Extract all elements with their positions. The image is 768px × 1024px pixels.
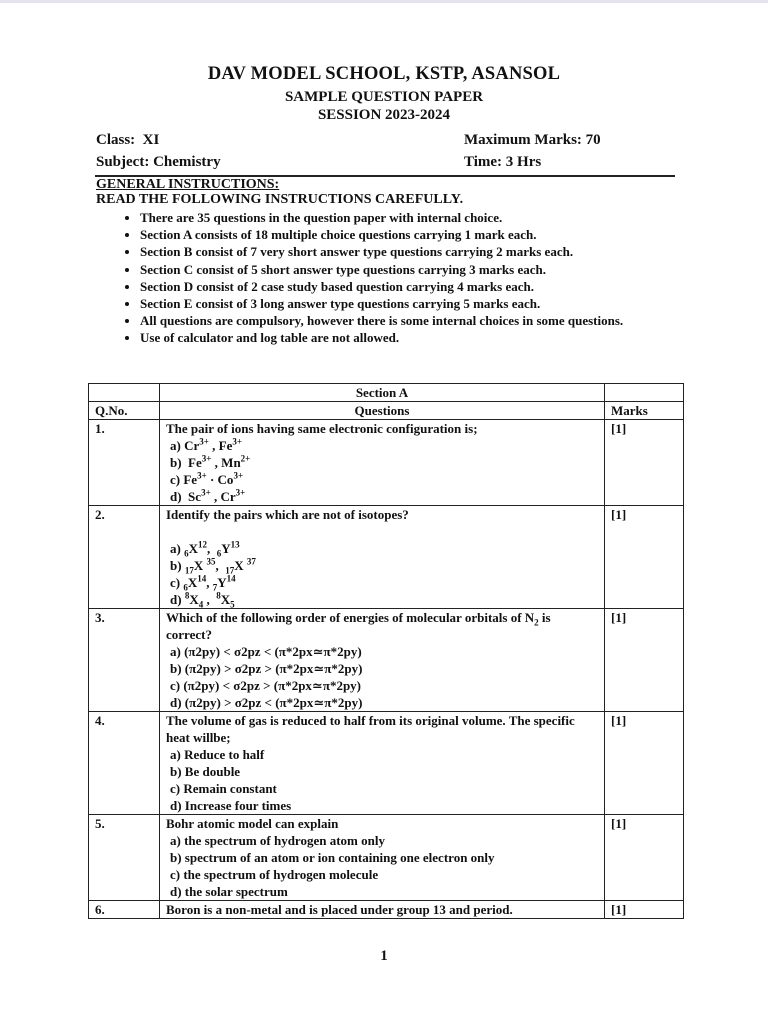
table-row (89, 712, 684, 815)
question-text: Which of the following order of energies of molecular orbitals of $N_2$ is correct? (166, 610, 551, 642)
subject-line (96, 154, 221, 171)
question-option: a) (π2py) < σ2pz < (π*2px≃π*2py) (170, 644, 362, 659)
section-header-row (89, 384, 684, 402)
question-number: 3. (89, 609, 160, 712)
question-option: b) $Fe^{3+}$ , $Mn^{2+}$ (170, 453, 251, 470)
subject-value: Chemistry (153, 154, 221, 170)
questions-table (88, 383, 684, 919)
table-row (89, 420, 684, 506)
table-row (89, 506, 684, 609)
school-name: DAV MODEL SCHOOL, KSTP, ASANSOL (207, 64, 561, 84)
question-option: d) the solar spectrum (170, 884, 288, 899)
question-option: a) the spectrum of hydrogen atom only (170, 833, 385, 848)
question-option: b) (π2py) > σ2pz > (π*2px≃π*2py) (170, 661, 363, 676)
question-option: d) (π2py) > σ2pz < (π*2px≃π*2py) (170, 695, 363, 710)
question-text: The pair of ions having same electronic configuration is; (166, 421, 478, 436)
class-label: Class: (96, 132, 136, 148)
session: SESSION 2023-2024 (317, 107, 451, 123)
question-cell (160, 609, 605, 712)
table-row (89, 815, 684, 901)
question-marks: [1] (605, 420, 684, 506)
instruction-item: • Use of calculator and log table are not allowed. (140, 329, 685, 346)
table-row (89, 901, 684, 919)
read-instructions: READ THE FOLLOWING INSTRUCTIONS CAREFULLY. (96, 192, 464, 207)
question-option: d) $Sc^{3+}$ , $Cr^{3+}$ (170, 487, 246, 504)
col-questions-header: Questions (160, 402, 605, 420)
question-marks: [1] (605, 609, 684, 712)
instruction-item: • Section D consist of 2 case study based question carrying 4 marks each. (140, 278, 685, 295)
question-number: 2. (89, 506, 160, 609)
question-option: c) (π2py) < σ2pz > (π*2px≃π*2py) (170, 678, 362, 693)
instruction-item: • Section A consists of 18 multiple choice questions carrying 1 mark each. (140, 226, 685, 243)
question-text: The volume of gas is reduced to half from its original volume. The specific heat willbe; (166, 713, 575, 745)
section-title: Section A (160, 384, 605, 402)
question-number: 4. (89, 712, 160, 815)
instruction-item: • All questions are compulsory, however there is some internal choices in some questions. (140, 312, 685, 329)
col-qno-header: Q.No. (89, 402, 160, 420)
instruction-item: • There are 35 questions in the question paper with internal choice. (140, 209, 685, 226)
top-border (0, 0, 768, 3)
question-option: b) $_{17}$X $^{35}$, $_{17}$X $^{37}$ (170, 556, 256, 576)
question-marks: [1] (605, 815, 684, 901)
instruction-item: • Section B consist of 7 very short answer type questions carrying 2 marks each. (140, 243, 685, 260)
col-marks-header: Marks (605, 402, 684, 420)
question-cell (160, 815, 605, 901)
question-cell (160, 506, 605, 609)
question-text: Boron is a non-metal and is placed under group 13 and period. (166, 902, 513, 917)
question-option: c) the spectrum of hydrogen molecule (170, 867, 379, 882)
question-option: c) $_6X^{14}$, $_7Y^{14}$ (170, 573, 236, 593)
question-option: b) Be double (170, 764, 241, 779)
instruction-item: • Section E consist of 3 long answer type questions carrying 5 marks each. (140, 295, 685, 312)
question-option: c) Remain constant (170, 781, 277, 796)
question-text: Identify the pairs which are not of isotopes? (166, 507, 409, 522)
question-option: a) $_6X^{12}$, $_6Y^{13}$ (170, 539, 240, 559)
column-header-row (89, 402, 684, 420)
instruction-item: • Section C consist of 5 short answer type questions carrying 3 marks each. (140, 261, 685, 278)
question-number: 5. (89, 815, 160, 901)
question-cell (160, 901, 605, 919)
instructions-list (118, 209, 685, 347)
question-marks: [1] (605, 901, 684, 919)
question-cell (160, 712, 605, 815)
time: Time: 3 Hrs (464, 154, 542, 170)
subject-label: Subject: (96, 154, 150, 170)
question-marks: [1] (605, 712, 684, 815)
table-row (89, 609, 684, 712)
question-option: a) Reduce to half (170, 747, 265, 762)
question-option: d) Increase four times (170, 798, 292, 813)
question-option: b) spectrum of an atom or ion containing one electron only (170, 850, 495, 865)
question-option: c) $Fe^{3+} \cdot Co^{3+}$ (170, 470, 244, 487)
paper-title: SAMPLE QUESTION PAPER (284, 89, 484, 105)
question-number: 1. (89, 420, 160, 506)
page-number: 1 (380, 948, 388, 964)
instructions-heading: GENERAL INSTRUCTIONS: (96, 177, 280, 192)
question-text: Bohr atomic model can explain (166, 816, 339, 831)
question-option: d) $^8X_4$ , $^8X_5$ (170, 590, 235, 610)
question-option: a) $Cr^{3+}$ , $Fe^{3+}$ (170, 436, 242, 453)
question-cell (160, 420, 605, 506)
class-line (96, 132, 159, 149)
question-number: 6. (89, 901, 160, 919)
question-marks: [1] (605, 506, 684, 609)
class-value: XI (142, 132, 160, 148)
max-marks: Maximum Marks: 70 (464, 132, 601, 148)
